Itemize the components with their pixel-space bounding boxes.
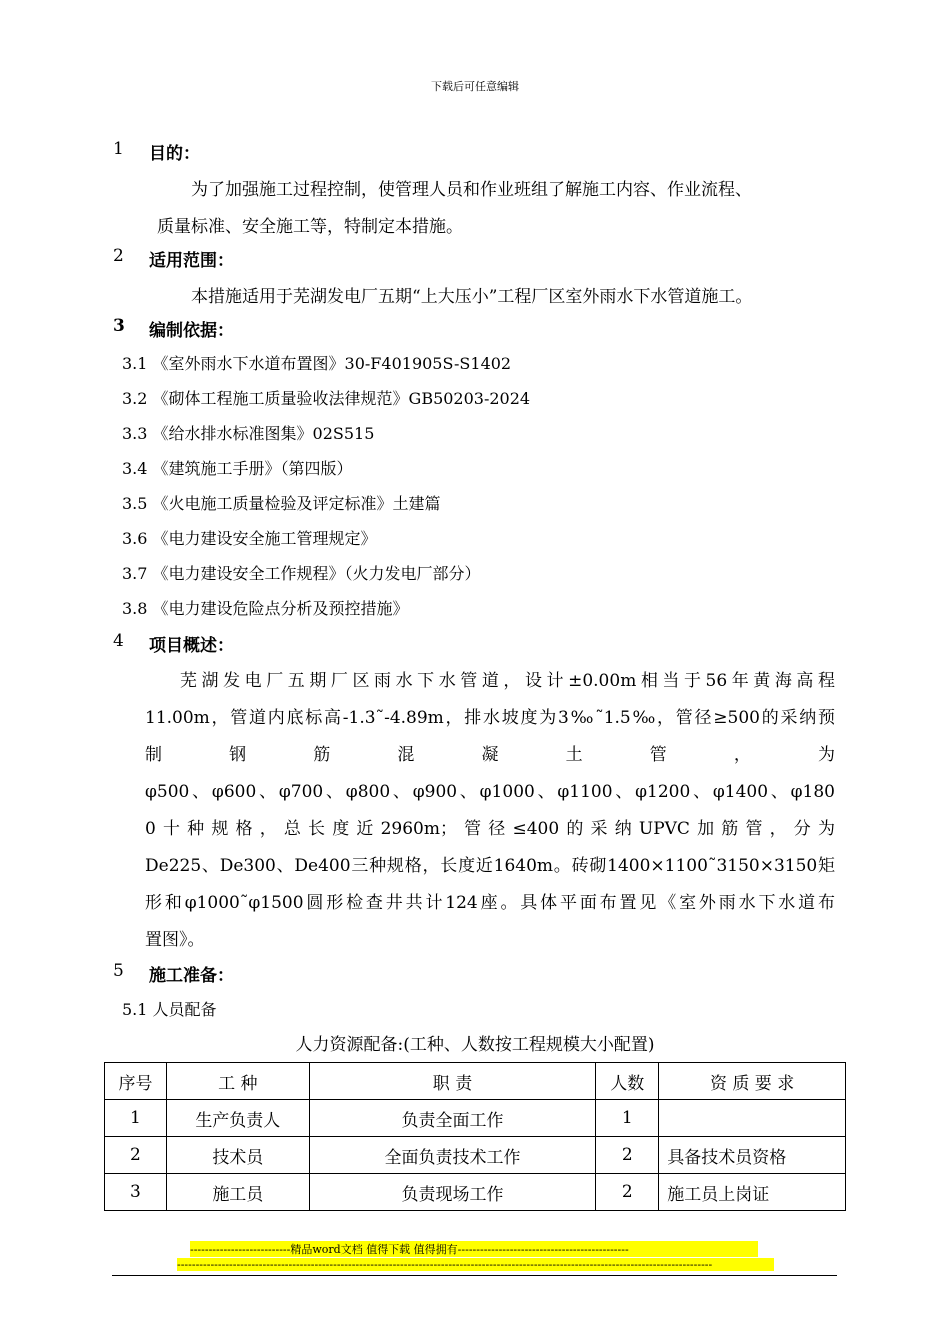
section-number: 2	[113, 246, 124, 266]
header-cell: 人数	[596, 1063, 659, 1100]
paragraph-line: 制钢筋混凝土管，为	[145, 745, 835, 765]
paragraph-line: 质量标准、安全施工等，特制定本措施。	[157, 217, 463, 237]
section-1-heading	[113, 139, 413, 164]
table-row	[105, 1174, 846, 1211]
reference-item: 3.1 《室外雨水下水道布置图》30-F401905S-S1402	[122, 354, 512, 373]
reference-item: 3.6 《电力建设安全施工管理规定》	[122, 529, 377, 548]
paragraph-line: 0十种规格，总长度近2960m；管径≤400的采纳UPVC加筋管，分为	[145, 819, 835, 839]
footer-dashes: ------------------------------------------------------------------------------------------------------------------------------------------------	[177, 1258, 774, 1271]
paragraph-line: 11.00m，管道内底标高-1.3˜-4.89m，排水坡度为3‰˜1.5‰，管径≥500的采纳预	[145, 708, 835, 728]
paragraph-line: De225、De300、De400三种规格，长度近1640m。砖砌1400×1100˜3150×3150矩	[145, 856, 835, 876]
header-cell: 工 种	[166, 1063, 309, 1100]
table-cell: 生产负责人	[166, 1100, 309, 1137]
header-cell: 序号	[105, 1063, 167, 1100]
staffing-table	[104, 1062, 846, 1211]
table-cell: 技术员	[166, 1137, 309, 1174]
footer-divider	[112, 1275, 837, 1276]
table-row	[105, 1100, 846, 1137]
table-cell: 3	[105, 1174, 167, 1211]
header-cell: 职 责	[309, 1063, 596, 1100]
section-title: 适用范围：	[149, 251, 234, 271]
table-cell: 施工员上岗证	[659, 1174, 846, 1211]
subsection-heading: 5.1 人员配备	[122, 1000, 217, 1019]
table-cell	[659, 1100, 846, 1137]
table-cell: 2	[105, 1137, 167, 1174]
table-row	[105, 1137, 846, 1174]
paragraph-line: 置图》。	[145, 930, 205, 950]
table-cell: 2	[596, 1174, 659, 1211]
section-2-heading	[113, 246, 413, 271]
paragraph-line: 本措施适用于芜湖发电厂五期“上大压小”工程厂区室外雨水下水管道施工。	[191, 287, 753, 307]
reference-item: 3.5 《火电施工质量检验及评定标准》土建篇	[122, 494, 441, 513]
table-header-row	[105, 1063, 846, 1100]
section-title: 施工准备：	[149, 966, 234, 986]
section-number: 3	[113, 316, 125, 336]
section-title: 目的：	[149, 144, 200, 164]
paragraph-line: 形和φ1000˜φ1500圆形检查井共计124座。具体平面布置见《室外雨水下水道布	[145, 893, 835, 913]
reference-item: 3.7 《电力建设安全工作规程》（火力发电厂部分）	[122, 564, 481, 583]
table-cell: 施工员	[166, 1174, 309, 1211]
section-number: 4	[113, 631, 124, 651]
table-cell: 负责现场工作	[309, 1174, 596, 1211]
section-title: 项目概述：	[149, 636, 234, 656]
reference-item: 3.2 《砌体工程施工质量验收法律规范》GB50203-2024	[122, 389, 531, 408]
paragraph-line: 芜湖发电厂五期厂区雨水下水管道，设计±0.00m相当于56年黄海高程	[180, 671, 835, 691]
header-cell: 资 质 要 求	[659, 1063, 846, 1100]
section-title: 编制依据：	[149, 321, 234, 341]
table-cell: 1	[596, 1100, 659, 1137]
section-5-heading	[113, 961, 413, 986]
reference-item: 3.4 《建筑施工手册》（第四版）	[122, 459, 353, 478]
section-4-heading	[113, 631, 413, 656]
footer-banner: ---------------------------精品word文档 值得下载 值得拥有----------------------------------------------	[190, 1241, 758, 1257]
table-caption: 人力资源配备:(工种、人数按工程规模大小配置)	[295, 1035, 655, 1055]
table-cell: 1	[105, 1100, 167, 1137]
section-3-heading	[113, 316, 413, 341]
section-number: 1	[113, 139, 124, 159]
table-cell: 全面负责技术工作	[309, 1137, 596, 1174]
paragraph-line: 为了加强施工过程控制，使管理人员和作业班组了解施工内容、作业流程、	[191, 180, 752, 200]
table-cell: 具备技术员资格	[659, 1137, 846, 1174]
section-number: 5	[113, 961, 124, 981]
paragraph-line: φ500、φ600、φ700、φ800、φ900、φ1000、φ1100、φ1200、φ1400、φ180	[145, 782, 835, 802]
table-cell: 负责全面工作	[309, 1100, 596, 1137]
reference-item: 3.3 《给水排水标准图集》02S515	[122, 424, 375, 443]
table-cell: 2	[596, 1137, 659, 1174]
reference-item: 3.8 《电力建设危险点分析及预控措施》	[122, 599, 409, 618]
page-header: 下载后可任意编辑	[431, 80, 519, 93]
